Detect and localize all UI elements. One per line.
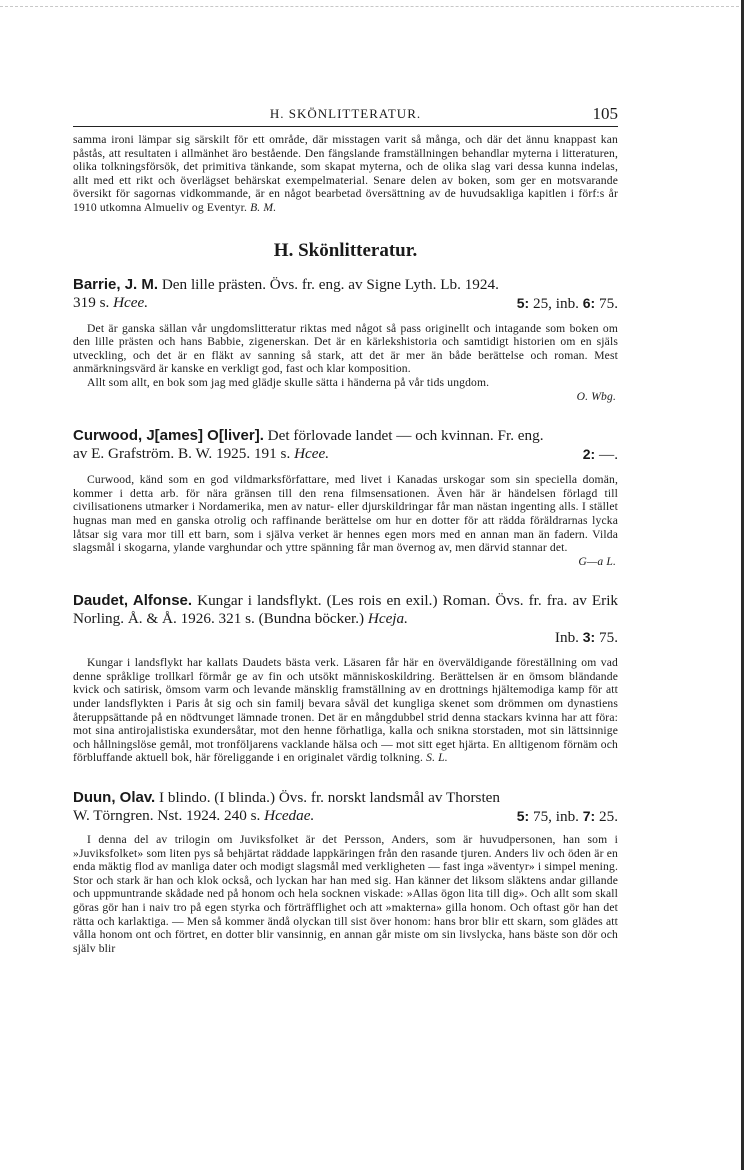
price-value: 25, inb. xyxy=(532,294,579,312)
entry-price xyxy=(555,628,618,647)
price-code-bound: 7: xyxy=(582,808,596,825)
review-text-2: Allt som allt, en bok som jag med glädje skulle sätta i händerna på vår tids ungdom. xyxy=(87,375,490,389)
entry-author: Daudet, Alfonse. xyxy=(73,592,193,610)
intro-signature: B. M. xyxy=(250,200,277,214)
entry-signature: G—a L. xyxy=(578,554,616,568)
entry-author: Duun, Olav. xyxy=(73,789,156,807)
entry-title-info: Det förlovade landet — och kvinnan. Fr. eng. xyxy=(267,427,544,445)
price-code: 2: xyxy=(582,446,596,463)
entry-title-info: Kungar i landsflykt. (Les rois en exil.) Roman. Övs. fr. fra. av Erik Norling. Å. & Å. 1926. 321 s. (Bundna böcker.) xyxy=(73,592,619,628)
price-code: 5: xyxy=(516,294,530,311)
price-prefix: Inb. xyxy=(554,629,579,647)
entry-signature: O. Wbg. xyxy=(576,389,616,403)
entry-title-info: I blindo. (I blinda.) Övs. fr. norskt landsmål av Thorsten xyxy=(159,789,500,807)
entry-review xyxy=(73,473,618,555)
page-number: 105 xyxy=(592,104,618,123)
entry-duun xyxy=(73,789,618,955)
price-value: —. xyxy=(599,446,618,464)
review-text: Kungar i landsflykt har kallats Daudets bästa verk. Läsaren får här en överväldigande föreställning om vad denne språklige trollkarl förmår ge av fin och utsökt människoskildring. Berättelsen är en ömsom bländande kvick och satirisk, ömsom varm och levande mänsklig framställning av en drottnings hjältemodiga kamp för att under landsflykten i Paris åt sig och sin familj bevara såväl det kungliga skenet som drömmen om dynastiens återuppsättande på en nödtvunget lämnade tronen. Det är en mångdubbel strid denna stackars kvinna har att föra: mot sina antirojalistiska exundersåtar, mot den henne förhatliga, kalla och snikna storstaden, mot sin lättsinnige och hållningslöse gemål, mot tronföljarens vacklande hälsa och — mot sitt eget hjärta. En alltigenom förnäm och förbluffande aktuell bok, här föreliggande i en originalet värdig tolkning. xyxy=(73,656,618,765)
entry-classification: Hcee. xyxy=(113,293,149,311)
price-code-bound: 6: xyxy=(582,294,596,311)
entry-title-info: Den lille prästen. Övs. fr. eng. av Signe Lyth. Lb. 1924. xyxy=(161,275,499,293)
entry-review xyxy=(73,833,618,955)
entry-heading xyxy=(73,592,618,628)
entry-ref-left xyxy=(73,294,148,313)
entry-ref-line xyxy=(73,807,618,826)
price-code: 5: xyxy=(516,808,530,825)
price-value: 75, inb. xyxy=(532,808,579,826)
entry-price xyxy=(517,294,618,313)
entry-classification: Hceja. xyxy=(367,610,408,628)
running-head-title: H. SKÖNLITTERATUR. xyxy=(269,106,422,121)
entry-review xyxy=(73,656,618,765)
entry-author: Curwood, J[ames] O[liver]. xyxy=(73,427,264,445)
entry-ref-line xyxy=(73,628,618,647)
section-title: H. Skönlitteratur. xyxy=(273,239,418,261)
page-content xyxy=(73,104,618,955)
entry-classification: Hcedae. xyxy=(264,807,315,825)
entry-ref-left xyxy=(73,445,329,464)
entry-pages: 319 s. xyxy=(73,293,110,311)
entry-ref-line xyxy=(73,445,618,464)
entry-review-cont xyxy=(73,376,618,390)
entry-ref-line xyxy=(73,294,618,313)
entry-author: Barrie, J. M. xyxy=(73,275,159,293)
entry-classification: Hcee. xyxy=(294,445,330,463)
review-text: Det är ganska sällan vår ungdomslitteratur riktas med något så pass originellt och intagande som boken om den lille prästen och hans Babbie, zigenerskan. Det är en kärlekshistoria och samtidigt historien om en själs utveckling, och det är en fläkt av sanning så stark, att det är mer än både berättelse och roman. Mest anmärkningsvärd är kanske en verkligt god, fast och klar komposition. xyxy=(73,321,618,376)
review-text: I denna del av trilogin om Juviksfolket är det Persson, Anders, som är huvudpersonen, han som i »Juviksfolket» som liten pys så behjärtat räddade lappkäringen från den rasande tjuren. Anders liv och öden är en enda mäktig flod av manliga dater och modigt slagsmål med verkligheten — fast inga »äventyr» i simpel mening. Stor och stark är han och klok också, och lyckan har han med sig. Han känner det liksom släktens andar gillande och uppmuntrande skådade ned på honom och hela socknen viskade: »Allas ögon lita till dig». Och allt som skall göras gör han i naiv tro på egen styrka och förträfflighet och att »makterna» gilla honom. Och oftast gör han det rätta och karlaktiga. — Men så kommer ändå olyckan till sist över honom: hans bror blir ett skarn, som glädes att vålla honom ont och förtret, en dotter blir vansinnig, en annan går miste om sin livslycka, hans bäste son dör och själv blir xyxy=(73,833,618,955)
entry-daudet xyxy=(73,592,618,765)
scan-top-strip xyxy=(0,0,744,7)
entry-ref-left xyxy=(73,807,314,826)
running-head xyxy=(73,104,618,127)
price-value-bound: 25. xyxy=(599,808,618,826)
entry-pages: W. Törngren. Nst. 1924. 240 s. xyxy=(73,807,261,825)
entry-review xyxy=(73,322,618,376)
entry-heading xyxy=(73,789,618,807)
entry-barrie xyxy=(73,276,618,404)
price-code: 3: xyxy=(582,629,596,646)
intro-text: samma ironi lämpar sig särskilt för ett område, där misstagen varit så många, och där det ännu knappast kan påstås, att resultaten i allmänhet äro bestående. Den fängslande framställningen behandlar myterna i litteraturen, olika tolkningsförsök, det primitiva tänkande, som skapat myterna, och de olika slag vari dessa kunna indelas, allt med ett rikt och överlägset behärskat exempelmaterial. Senare delen av boken, som ger en motsvarande översikt för sagornas vidkommande, är en något bearbetad översättning av de huvudsakliga kapitlen i förf:s år 1910 utkomna Almueliv og Eventyr. xyxy=(73,133,618,214)
review-text: Curwood, känd som en god vildmarksförfattare, med livet i Kanadas urskogar som sin speciella domän, kommer i detta arb. för nära gränsen till den rena filmsensationen. Även här är händelsen förlagd till civilisationens utmarker i Nordamerika, men av natur- eller djurskildringar får man nästan ingenting alls. I stället hugnas man med en ganska otrolig och raffinande berättelse om hur en dotter för att rädda föräldrarnas lycka låtsar sig vara mor till ett barn, som i själva verket är hennes egen mors med en annan man än fadern. Vilda slagsmål i skogarna, ylande varghundar och yttre spänning får man övernog av, men därvid stannar det. xyxy=(73,473,618,555)
entry-price xyxy=(517,807,618,826)
entry-price xyxy=(583,445,618,464)
intro-paragraph xyxy=(73,133,618,215)
price-value-bound: 75. xyxy=(599,294,618,312)
entry-pages: av E. Grafström. B. W. 1925. 191 s. xyxy=(73,445,291,463)
entry-heading xyxy=(73,427,618,445)
entry-signature: S. L. xyxy=(426,751,448,765)
price-value: 75. xyxy=(599,629,618,647)
entry-curwood xyxy=(73,427,618,568)
entry-heading xyxy=(73,276,618,294)
